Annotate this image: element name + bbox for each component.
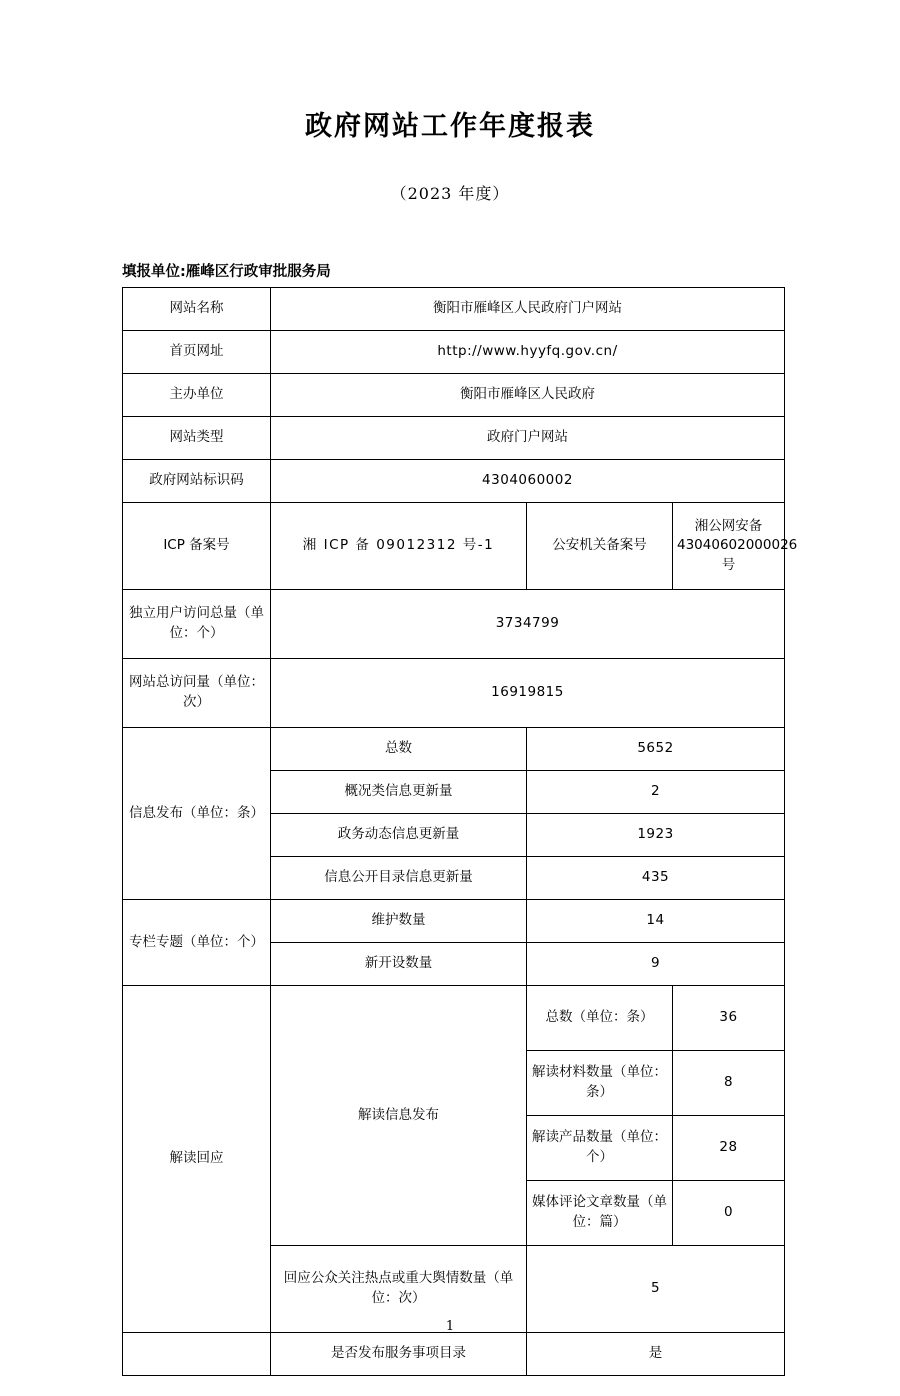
interpret-item-label: 解读材料数量（单位：条） <box>527 1051 673 1116</box>
sponsor-value: 衡阳市雁峰区人民政府 <box>271 374 785 417</box>
interpret-release-label: 解读信息发布 <box>271 986 527 1246</box>
column-topic-item-label: 维护数量 <box>271 900 527 943</box>
unique-visitors-label: 独立用户访问总量（单位：个） <box>123 590 271 659</box>
table-row <box>123 1333 785 1376</box>
table-row <box>123 417 785 460</box>
table-row <box>123 288 785 331</box>
police-record-label: 公安机关备案号 <box>527 503 673 590</box>
info-release-item-value: 1923 <box>527 814 785 857</box>
interpret-response-label: 解读回应 <box>123 986 271 1333</box>
site-name-value: 衡阳市雁峰区人民政府门户网站 <box>271 288 785 331</box>
table-row <box>123 374 785 417</box>
column-topic-item-value: 14 <box>527 900 785 943</box>
table-row <box>123 460 785 503</box>
info-release-item-value: 435 <box>527 857 785 900</box>
homepage-value: http://www.hyyfq.gov.cn/ <box>271 331 785 374</box>
interpret-item-label: 媒体评论文章数量（单位：篇） <box>527 1181 673 1246</box>
site-name-label: 网站名称 <box>123 288 271 331</box>
filer-unit-label: 填报单位:雁峰区行政审批服务局 <box>122 264 331 280</box>
site-code-label: 政府网站标识码 <box>123 460 271 503</box>
icp-value: 湘 ICP 备 09012312 号-1 <box>271 503 527 590</box>
table-row <box>123 728 785 771</box>
site-type-label: 网站类型 <box>123 417 271 460</box>
hotspot-response-value: 5 <box>527 1246 785 1333</box>
total-visits-value: 16919815 <box>271 659 785 728</box>
info-release-item-label: 总数 <box>271 728 527 771</box>
table-row <box>123 900 785 943</box>
police-record-value: 湘公网安备 43040602000026 号 <box>673 503 785 590</box>
info-release-item-label: 政务动态信息更新量 <box>271 814 527 857</box>
total-visits-label: 网站总访问量（单位：次） <box>123 659 271 728</box>
info-release-item-value: 2 <box>527 771 785 814</box>
interpret-item-label: 解读产品数量（单位：个） <box>527 1116 673 1181</box>
page-subtitle: （2023 年度） <box>390 184 510 203</box>
interpret-item-value: 8 <box>673 1051 785 1116</box>
table-row <box>123 590 785 659</box>
table-row <box>123 659 785 728</box>
hotspot-response-label: 回应公众关注热点或重大舆情数量（单位：次） <box>271 1246 527 1333</box>
interpret-item-value: 0 <box>673 1181 785 1246</box>
homepage-label: 首页网址 <box>123 331 271 374</box>
site-code-value: 4304060002 <box>271 460 785 503</box>
interpret-item-value: 36 <box>673 986 785 1051</box>
page-number: 1 <box>445 1319 455 1334</box>
interpret-item-label: 总数（单位：条） <box>527 986 673 1051</box>
info-release-item-value: 5652 <box>527 728 785 771</box>
info-release-item-label: 概况类信息更新量 <box>271 771 527 814</box>
table-row <box>123 503 785 590</box>
unique-visitors-value: 3734799 <box>271 590 785 659</box>
interpret-item-value: 28 <box>673 1116 785 1181</box>
icp-label: ICP 备案号 <box>123 503 271 590</box>
service-catalog-label: 是否发布服务事项目录 <box>271 1333 527 1376</box>
empty-cell <box>123 1333 271 1376</box>
site-type-value: 政府门户网站 <box>271 417 785 460</box>
annual-report-table <box>122 287 798 1376</box>
page-title: 政府网站工作年度报表 <box>305 111 595 142</box>
info-release-item-label: 信息公开目录信息更新量 <box>271 857 527 900</box>
table-row <box>123 986 785 1051</box>
info-release-label: 信息发布（单位：条） <box>123 728 271 900</box>
sponsor-label: 主办单位 <box>123 374 271 417</box>
column-topic-label: 专栏专题（单位：个） <box>123 900 271 986</box>
column-topic-item-label: 新开设数量 <box>271 943 527 986</box>
column-topic-item-value: 9 <box>527 943 785 986</box>
table-row <box>123 331 785 374</box>
service-catalog-value: 是 <box>527 1333 785 1376</box>
